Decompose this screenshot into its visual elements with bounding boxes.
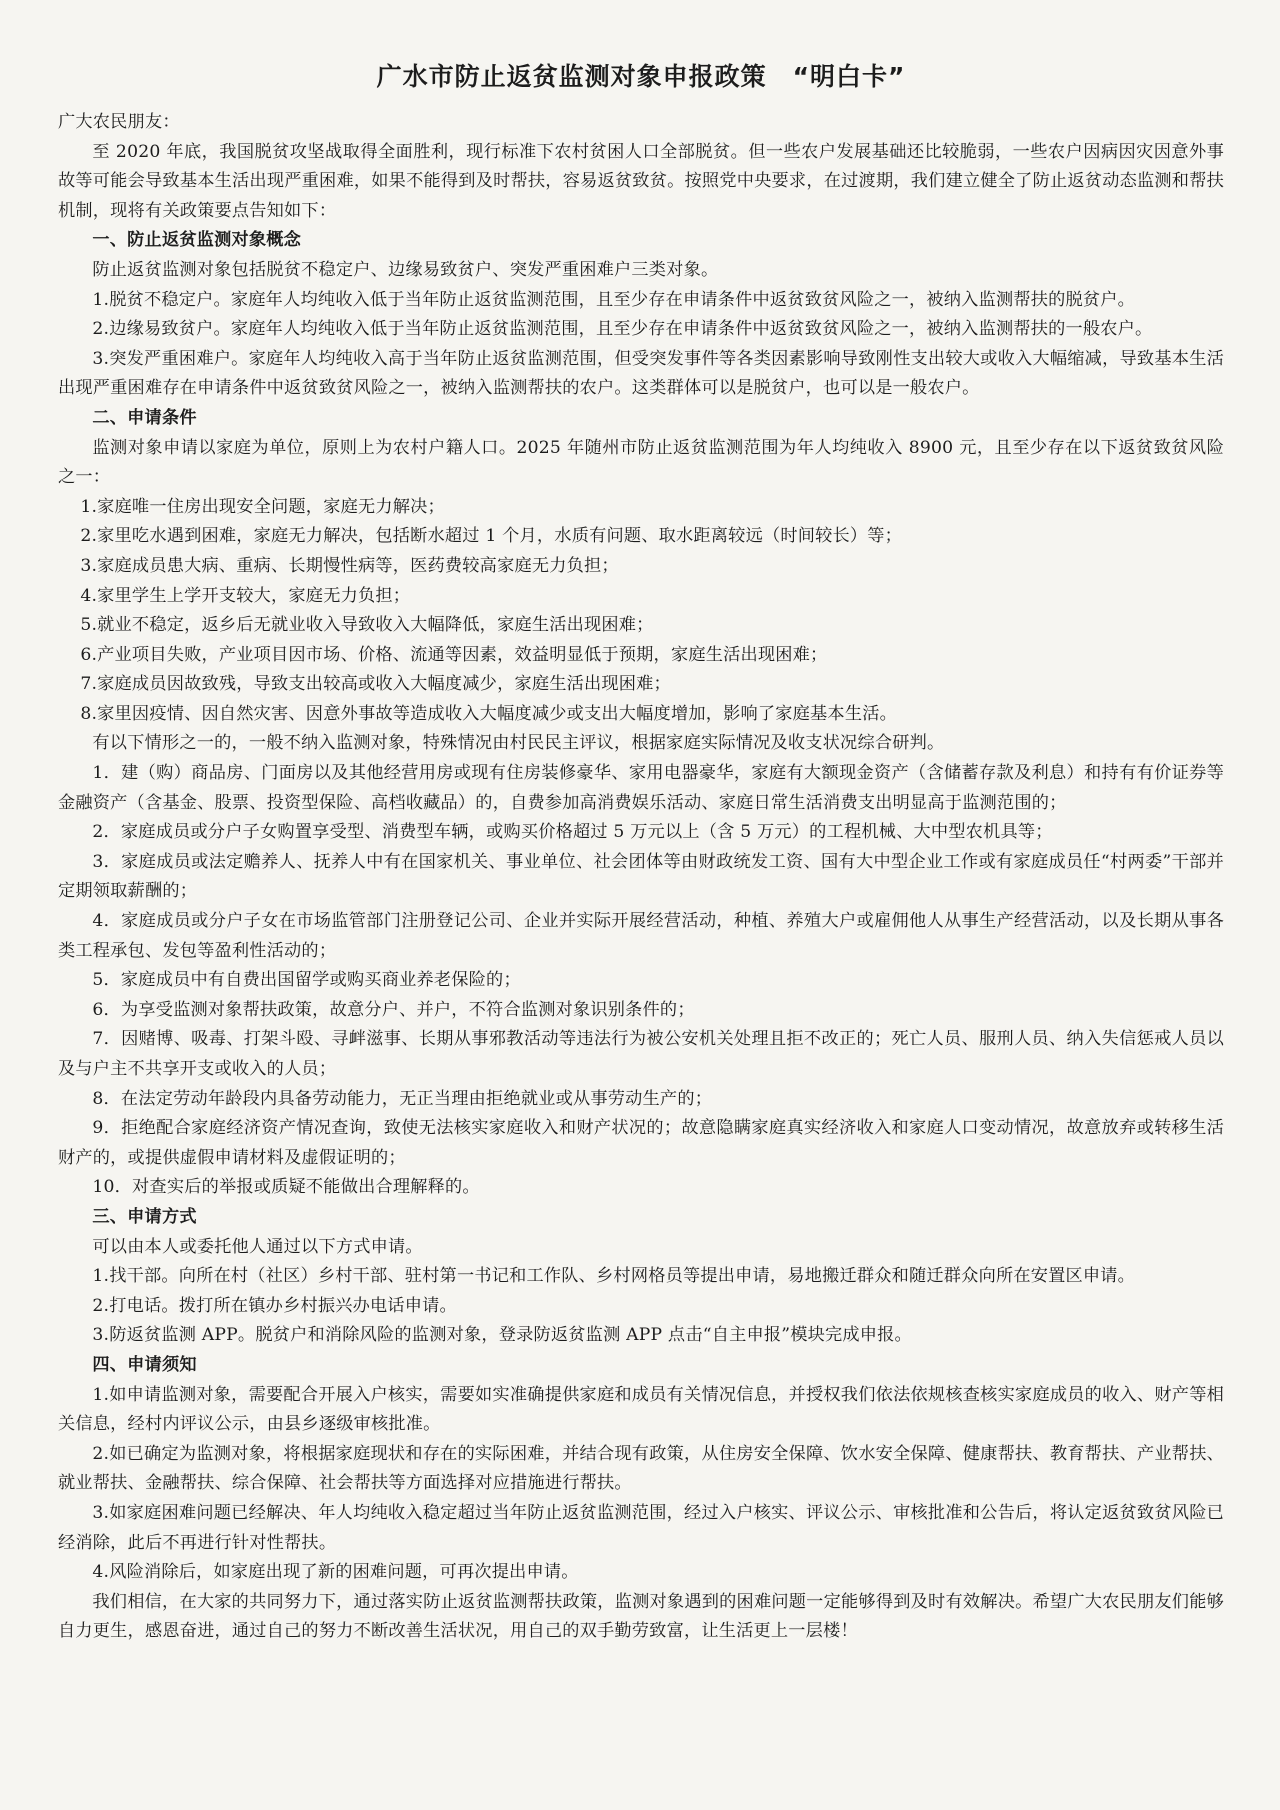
document-title: 广水市防止返贫监测对象申报政策 “明白卡” <box>376 62 906 91</box>
list-item: 2.家里吃水遇到困难，家庭无力解决，包括断水超过 1 个月，水质有问题、取水距离较远（时间较长）等； <box>80 526 903 547</box>
body-paragraph: 监测对象申请以家庭为单位，原则上为农村户籍人口。2025 年随州市防止返贫监测范围为年人均纯收入 8900 元，且至少存在以下返贫致贫风险之一： <box>58 437 1224 488</box>
body-paragraph: 4.风险消除后，如家庭出现了新的困难问题，可再次提出申请。 <box>92 1562 579 1583</box>
section-heading: 四、申请须知 <box>92 1354 197 1375</box>
body-paragraph: 至 2020 年底，我国脱贫攻坚战取得全面胜利，现行标准下农村贫困人口全部脱贫。但一些农户发展基础还比较脆弱，一些农户因病因灾因意外事故等可能会导致基本生活出现严重困难，如果不能得到及时帮扶，容易返贫致贫。按照党中央要求，在过渡期，我们建立健全了防止返贫动态监测和帮扶机制，现将有关政策要点告知如下： <box>58 141 1224 221</box>
salutation: 广大农民朋友： <box>58 112 180 132</box>
body-paragraph: 4．家庭成员或分户子女在市场监管部门注册登记公司、企业并实际开展经营活动，种植、养殖大户或雇佣他人从事生产经营活动，以及长期从事各类工程承包、发包等盈利性活动的； <box>58 911 1224 961</box>
body-paragraph: 3.如家庭困难问题已经解决、年人均纯收入稳定超过当年防止返贫监测范围，经过入户核实、评议公示、审核批准和公告后，将认定返贫致贫风险已经消除，此后不再进行针对性帮扶。 <box>58 1502 1224 1553</box>
body-paragraph: 5．家庭成员中有自费出国留学或购买商业养老保险的； <box>92 970 521 991</box>
body-paragraph: 2．家庭成员或分户子女购置享受型、消费型车辆，或购买价格超过 5 万元以上（含 5 万元）的工程机械、大中型农机具等； <box>92 822 1053 843</box>
body-paragraph: 1.脱贫不稳定户。家庭年人均纯收入低于当年防止返贫监测范围，且至少存在申请条件中返贫致贫风险之一，被纳入监测帮扶的脱贫户。 <box>92 289 1136 310</box>
list-item: 1.家庭唯一住房出现安全问题，家庭无力解决； <box>80 496 445 517</box>
body-paragraph: 1.找干部。向所在村（社区）乡村干部、驻村第一书记和工作队、乡村网格员等提出申请，易地搬迁群众和随迁群众向所在安置区申请。 <box>92 1266 1136 1287</box>
section-heading: 二、申请条件 <box>92 407 197 428</box>
body-paragraph: 2.边缘易致贫户。家庭年人均纯收入低于当年防止返贫监测范围，且至少存在申请条件中返贫致贫风险之一，被纳入监测帮扶的一般农户。 <box>92 319 1153 340</box>
body-paragraph: 7．因赌博、吸毒、打架斗殴、寻衅滋事、长期从事邪教活动等违法行为被公安机关处理且拒不改正的；死亡人员、服刑人员、纳入失信惩戒人员以及与户主不共享开支或收入的人员； <box>58 1029 1224 1079</box>
body-paragraph: 3．家庭成员或法定赡养人、抚养人中有在国家机关、事业单位、社会团体等由财政统发工资、国有大中型企业工作或有家庭成员任“村两委”干部并定期领取薪酬的； <box>58 851 1224 902</box>
body-paragraph: 3.突发严重困难户。家庭年人均纯收入高于当年防止返贫监测范围，但受突发事件等各类因素影响导致刚性支出较大或收入大幅缩减，导致基本生活出现严重困难存在申请条件中返贫致贫风险之一，被纳入监测帮扶的农户。这类群体可以是脱贫户，也可以是一般农户。 <box>58 348 1224 399</box>
body-paragraph: 9．拒绝配合家庭经济资产情况查询，致使无法核实家庭收入和财产状况的；故意隐瞒家庭真实经济收入和家庭人口变动情况，故意放弃或转移生活财产的，或提供虚假申请材料及虚假证明的； <box>58 1118 1224 1168</box>
body-paragraph: 1．建（购）商品房、门面房以及其他经营用房或现有住房装修豪华、家用电器豪华，家庭有大额现金资产（含储蓄存款及利息）和持有有价证券等金融资产（含基金、股票、投资型保险、高档收藏品）的，自费参加高消费娱乐活动、家庭日常生活消费支出明显高于监测范围的； <box>58 763 1224 813</box>
list-item: 3.家庭成员患大病、重病、长期慢性病等，医药费较高家庭无力负担； <box>80 555 619 576</box>
body-paragraph: 防止返贫监测对象包括脱贫不稳定户、边缘易致贫户、突发严重困难户三类对象。 <box>92 259 719 280</box>
body-paragraph: 2.打电话。拨打所在镇办乡村振兴办电话申请。 <box>92 1295 457 1316</box>
list-item: 6.产业项目失败，产业项目因市场、价格、流通等因素，效益明显低于预期，家庭生活出现困难； <box>80 644 828 665</box>
body-paragraph: 10．对查实后的举报或质疑不能做出合理解释的。 <box>92 1177 480 1198</box>
document-body <box>58 108 1224 1647</box>
section-heading: 三、申请方式 <box>92 1206 197 1227</box>
body-paragraph: 2.如已确定为监测对象，将根据家庭现状和存在的实际困难，并结合现有政策，从住房安全保障、饮水安全保障、健康帮扶、教育帮扶、产业帮扶、就业帮扶、金融帮扶、综合保障、社会帮扶等方面选择对应措施进行帮扶。 <box>58 1443 1224 1494</box>
body-paragraph: 有以下情形之一的，一般不纳入监测对象，特殊情况由村民民主评议，根据家庭实际情况及收支状况综合研判。 <box>92 733 945 754</box>
body-paragraph: 可以由本人或委托他人通过以下方式申请。 <box>92 1236 423 1257</box>
body-paragraph: 1.如申请监测对象，需要配合开展入户核实，需要如实准确提供家庭和成员有关情况信息，并授权我们依法依规核查核实家庭成员的收入、财产等相关信息，经村内评议公示，由县乡逐级审核批准。 <box>58 1384 1224 1435</box>
body-paragraph: 我们相信，在大家的共同努力下，通过落实防止返贫监测帮扶政策，监测对象遇到的困难问题一定能够得到及时有效解决。希望广大农民朋友们能够自力更生，感恩奋进，通过自己的努力不断改善生活状况，用自己的双手勤劳致富，让生活更上一层楼！ <box>58 1591 1224 1642</box>
list-item: 7.家庭成员因故致残，导致支出较高或收入大幅度减少，家庭生活出现困难； <box>80 674 671 695</box>
body-paragraph: 6．为享受监测对象帮扶政策，故意分户、并户，不符合监测对象识别条件的； <box>92 999 695 1020</box>
body-paragraph: 8．在法定劳动年龄段内具备劳动能力，无正当理由拒绝就业或从事劳动生产的； <box>92 1088 713 1109</box>
list-item: 5.就业不稳定，返乡后无就业收入导致收入大幅降低，家庭生活出现困难； <box>80 615 654 636</box>
body-paragraph: 3.防返贫监测 APP。脱贫户和消除风险的监测对象，登录防返贫监测 APP 点击“自主申报”模块完成申报。 <box>92 1325 912 1346</box>
section-heading: 一、防止返贫监测对象概念 <box>92 230 302 251</box>
list-item: 4.家里学生上学开支较大，家庭无力负担； <box>80 585 411 606</box>
list-item: 8.家里因疫情、因自然灾害、因意外事故等造成收入大幅度减少或支出大幅度增加，影响了家庭基本生活。 <box>80 703 897 724</box>
